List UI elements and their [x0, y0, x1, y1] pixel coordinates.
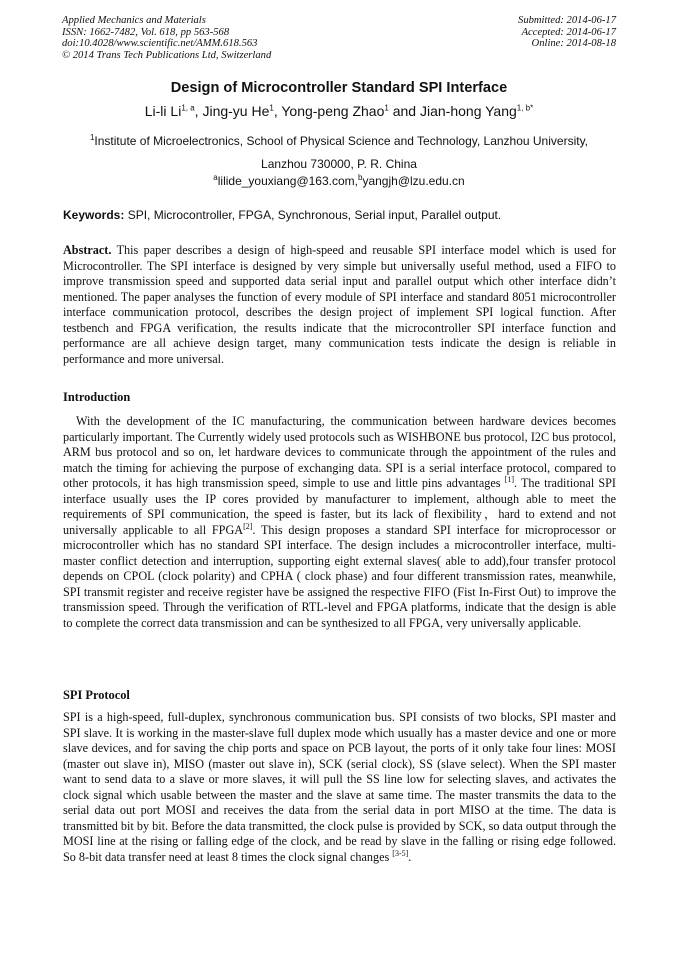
author-name: Li-li Li: [144, 103, 182, 119]
online-date: Online: 2014-08-18: [531, 38, 616, 50]
section-heading-spi-protocol: SPI Protocol: [63, 688, 130, 702]
author-affil-mark: 1, a: [181, 103, 195, 113]
author-separator: and: [388, 103, 420, 119]
accepted-date: Accepted: 2014-06-17: [521, 26, 616, 38]
affiliation: [70, 130, 608, 176]
email-mark: a: [213, 173, 218, 182]
spi-protocol-paragraph: SPI is a high-speed, full-duplex, synchronous communication bus. SPI consists of two blocks, SPI master and SPI slave. It is working in the master-slave full duplex mode which usually has a master device and one or more slave devices, and for saving the chip ports and space on PCB layout, the ports of it only take four lines: MOSI (master out slave in), MISO (master out slave in), SCK (serial clock), SS (slave select). When the SPI master want to send data to a slave or more slaves, it will pull the SS line low for selecting slaves, and activates the clock signal which usable between the master and the slave at same time. The master transmits the data to the serial data out port MOSI and receives the data from the serial data in port MISO at the time. The data is transmitted bit by bit. Before the data transmitted, the clock pulse is provided by SCK, so data output through the MOSI line at the rising or falling edge of the clock, and be read by slave in the falling or rising edge followed. So 8-bit data transfer need at least 8 times the clock signal changes [3-5].: [63, 710, 616, 864]
citation: [3-5]: [392, 848, 409, 858]
journal-info: [62, 15, 271, 61]
author-list: [0, 103, 678, 119]
citation: [1]: [504, 474, 514, 484]
author-affil-mark: 1: [269, 103, 274, 113]
issn: ISSN: 1662-7482, Vol. 618, pp 563-568: [62, 26, 230, 38]
author-separator: ,: [273, 103, 282, 119]
author-name: Jian-hong Yang: [419, 103, 517, 119]
author-name: Yong-peng Zhao: [281, 103, 385, 119]
paper-title: Design of Microcontroller Standard SPI Interface: [170, 80, 508, 96]
citation: [2]: [243, 521, 253, 531]
email-address: lilide_youxiang@163.com,: [217, 174, 358, 188]
introduction-paragraph: With the development of the IC manufacturing, the communication between hardware devices becomes particularly important. The Currently widely used protocols such as WISHBONE bus protocol, I2C bus protocol, ARM bus protocol and so on, let hardware devices to communicate through the appointment of the rules and match the timing for achieving the purpose of exchanging data. SPI is a serial interface protocol, compared to other protocols, it has high transmission speed, simple to use and little pins advantages [1]. The traditional SPI interface usually uses the IP cores provided by manufacturer to implement, although able to meet the requirements of SPI communication, the speed is faster, but its lack of flexibility，hard to extend and not universally applicable to all FPGA[2]. This design proposes a standard SPI interface for microprocessor or microcontroller which has no standard SPI interface. The design includes a microcontroller interface, multi-master conflict detection and interruption, supporting eight external slaves( able to add),four transfer protocol depends on CPOL (clock polarity) and CPHA ( clock phase) and four different transmission rates, meanwhile, SPI transmit register and receive register have be assigned the respective FIFO (Fist In-First Out) to improve the transmission speed. Through the verification of RTL-level and FPGA platforms, indicate that the design is able to complete the correct data transmission and can be synthesized to all FPGA, very universally applicable.: [63, 414, 616, 630]
publication-dates: [518, 15, 616, 50]
section-heading-introduction: Introduction: [63, 390, 131, 404]
author-emails: [0, 174, 678, 188]
abstract: [63, 243, 616, 367]
email-address: yangjh@lzu.edu.cn: [362, 174, 465, 188]
keywords: [63, 208, 616, 222]
abstract-label: Abstract.: [63, 243, 112, 257]
affiliation-line: $^1$Institute of Microelectronics, School of Physical Science and Technology, Lanzhou University,: [89, 133, 589, 148]
affiliation-line: Lanzhou 730000, P. R. China: [261, 157, 417, 171]
author-separator: ,: [194, 103, 203, 119]
email-mark: b: [358, 173, 363, 182]
doi: doi:10.4028/www.scientific.net/AMM.618.563: [62, 38, 258, 50]
keywords-label: Keywords:: [63, 208, 125, 222]
copyright: © 2014 Trans Tech Publications Ltd, Switzerland: [62, 49, 272, 61]
keywords-text: SPI, Microcontroller, FPGA, Synchronous, Serial input, Parallel output.: [124, 208, 502, 222]
abstract-text: This paper describes a design of high-speed and reusable SPI interface model which is used for Microcontroller. The SPI interface is designed by very simple but universally useful method, used a FIFO to improve transmission speed and supported data serial input and parallel output which other interface didn’t mentioned. The paper analyses the function of every module of SPI interface and standard 8051 microcontroller interface communication protocol, describes the design project of implement SPI logical function. After testbench and FPGA verification, the results indicate that the microcontroller SPI interface function and performance are all achieve design target, many communication tests indicate the design is reliable in performance and more universal.: [63, 243, 616, 366]
author-affil-mark: 1: [384, 103, 389, 113]
affiliation-mark: 1: [89, 133, 95, 142]
submitted-date: Submitted: 2014-06-17: [518, 15, 616, 26]
author-affil-mark: 1, b*: [516, 103, 534, 113]
author-name: Jing-yu He: [202, 103, 270, 119]
journal-name: Applied Mechanics and Materials: [62, 15, 206, 26]
